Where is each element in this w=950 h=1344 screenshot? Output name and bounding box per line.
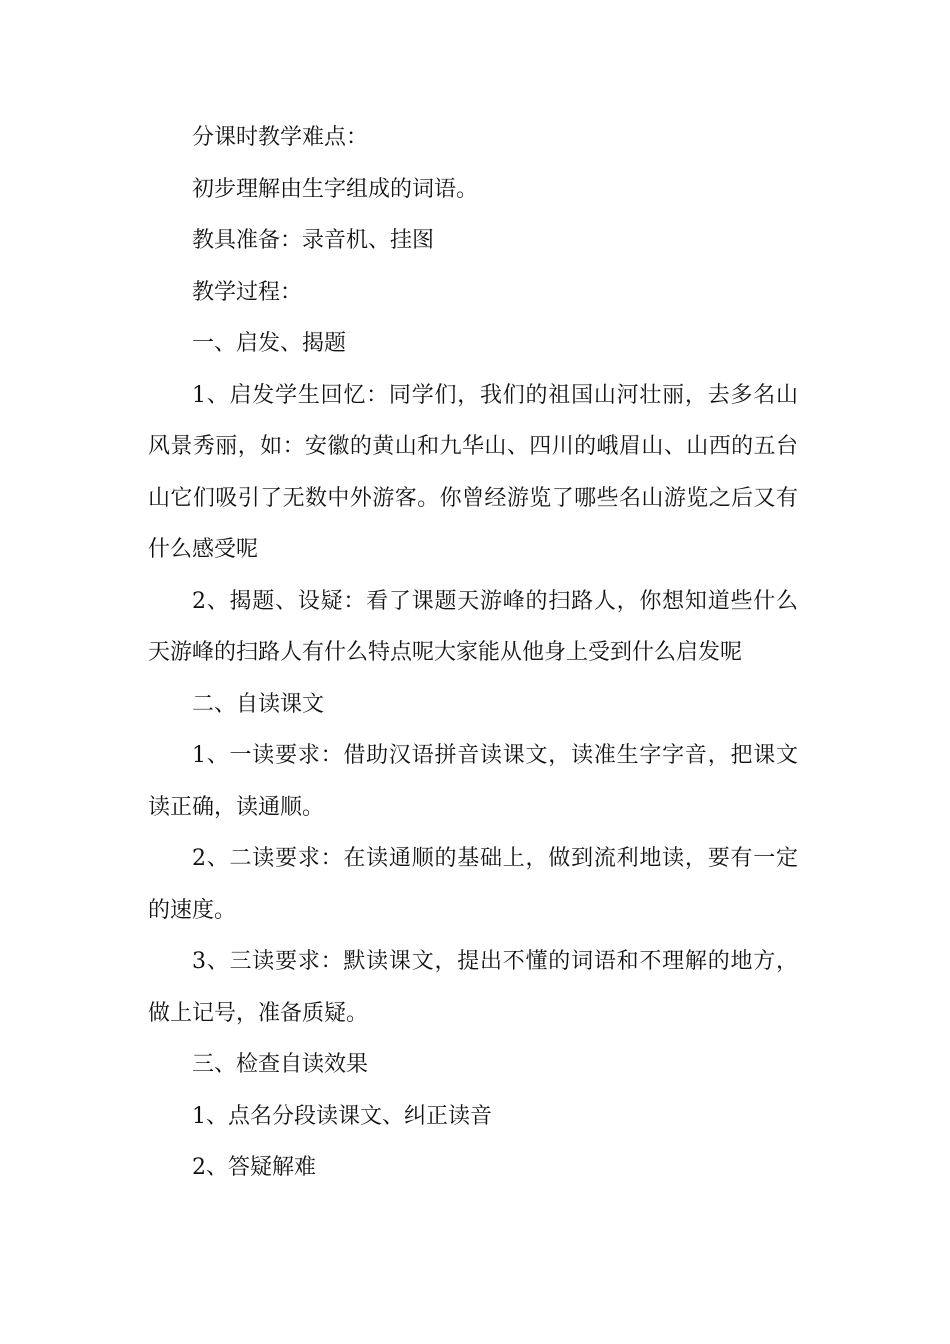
paragraph-read-aloud: 1、点名分段读课文、纠正读音 [192, 1103, 492, 1129]
paragraph-recall: 1、启发学生回忆：同学们，我们的祖国山河壮丽，去多名山风景秀丽，如：安徽的黄山和九华山、四川的峨眉山、山西的五台山它们吸引了无数中外游客。你曾经游览了哪些名山游览之后又有什么感受呢 [148, 382, 798, 562]
paragraph-difficulty-content: 初步理解由生字组成的词语。 [192, 176, 479, 202]
document-body [148, 112, 798, 1194]
paragraph-first-reading: 1、一读要求：借助汉语拼音读课文，读准生字字音，把课文读正确，读通顺。 [148, 743, 798, 820]
paragraph-teaching-aids: 教具准备：录音机、挂图 [192, 228, 435, 253]
section-heading-1: 一、启发、揭题 [192, 331, 347, 356]
section-heading-2: 二、自读课文 [192, 691, 325, 717]
section-heading-3: 三、检查自读效果 [192, 1052, 369, 1077]
paragraph-third-reading: 3、三读要求：默读课文，提出不懂的词语和不理解的地方，做上记号，准备质疑。 [148, 949, 798, 1026]
paragraph-second-reading: 2、二读要求：在读通顺的基础上，做到流利地读，要有一定的速度。 [148, 846, 798, 923]
paragraph-difficulty-heading: 分课时教学难点： [192, 125, 369, 150]
paragraph-reveal-title: 2、揭题、设疑：看了课题天游峰的扫路人，你想知道些什么天游峰的扫路人有什么特点呢大家能从他身上受到什么启发呢 [148, 588, 798, 665]
paragraph-answer-questions: 2、答疑解难 [192, 1155, 316, 1180]
paragraph-process-heading: 教学过程： [192, 279, 303, 305]
